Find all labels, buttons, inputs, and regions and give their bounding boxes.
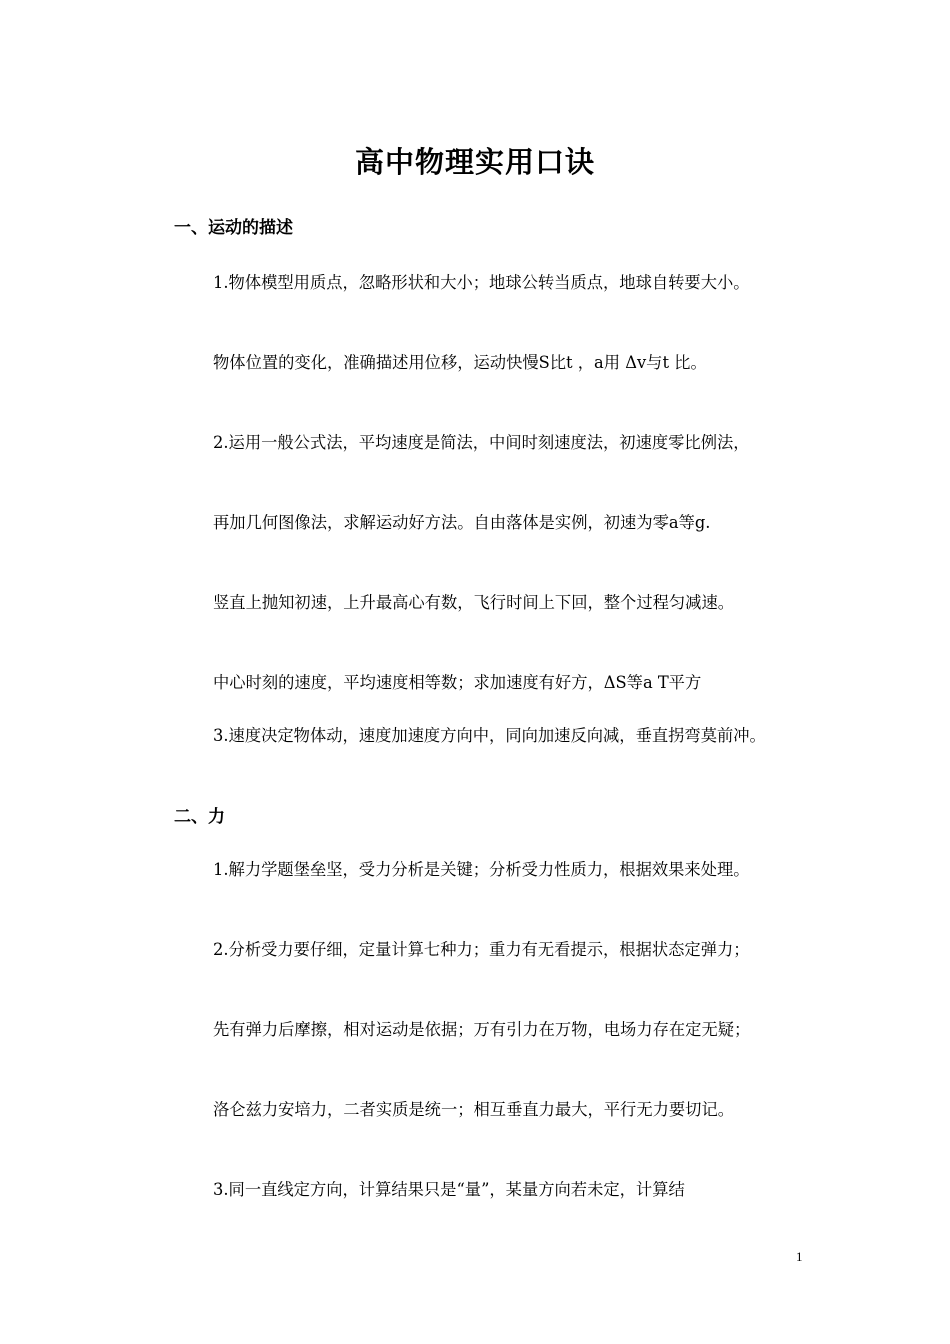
section-heading-force: 二、力 [174, 807, 225, 827]
paragraph: 2.分析受力要仔细，定量计算七种力；重力有无看提示，根据状态定弹力； [213, 940, 750, 959]
paragraph: 洛仑兹力安培力，二者实质是统一；相互垂直力最大，平行无力要切记。 [213, 1100, 735, 1119]
document-title: 高中物理实用口诀 [354, 145, 595, 179]
section-heading-motion: 一、运动的描述 [174, 218, 293, 238]
paragraph: 先有弹力后摩擦，相对运动是依据；万有引力在万物，电场力存在定无疑； [213, 1020, 751, 1039]
paragraph: 再加几何图像法，求解运动好方法。自由落体是实例，初速为零a等g. [213, 513, 711, 532]
paragraph: 1.物体模型用质点，忽略形状和大小；地球公转当质点，地球自转要大小。 [213, 273, 750, 292]
paragraph: 3.同一直线定方向，计算结果只是“量”，某量方向若未定，计算结 [213, 1180, 685, 1199]
paragraph: 2.运用一般公式法，平均速度是简法，中间时刻速度法，初速度零比例法， [213, 433, 750, 452]
paragraph: 1.解力学题堡垒坚，受力分析是关键；分析受力性质力，根据效果来处理。 [213, 860, 750, 879]
paragraph: 中心时刻的速度，平均速度相等数；求加速度有好方，ΔS等a T平方 [213, 673, 702, 692]
paragraph: 物体位置的变化，准确描述用位移，运动快慢S比t ，a用 Δv与t 比。 [213, 353, 707, 372]
paragraph: 3.速度决定物体动，速度加速度方向中，同向加速反向减，垂直拐弯莫前冲。 [213, 726, 766, 745]
paragraph: 竖直上抛知初速，上升最高心有数，飞行时间上下回，整个过程匀减速。 [213, 593, 735, 612]
page-number: 1 [796, 1249, 803, 1264]
